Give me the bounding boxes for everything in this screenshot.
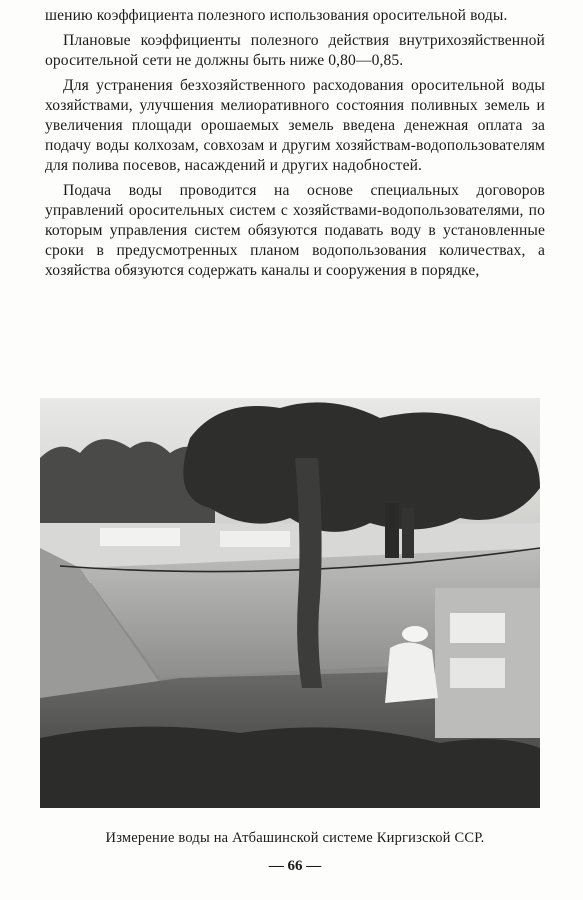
hut-shelf (450, 613, 505, 643)
page-number: — 66 — (268, 858, 322, 874)
hut-shelf-2 (450, 658, 505, 688)
man-body (385, 642, 438, 703)
figure-caption: Измерение воды на Атбашинской системе Киргизской ССР. (105, 830, 485, 846)
standing-person-2 (402, 508, 414, 558)
far-building-2 (220, 531, 290, 547)
paragraph: Плановые коэффициенты полезного действия внутрихозяйственной оросительной сети не должны быть ниже 0,80—0,85. (45, 32, 545, 69)
standing-person (385, 503, 399, 558)
paragraph: Подача воды проводится на основе специальных договоров управлений оросительных систем с хозяйствами-водопользователями, по которым управления систем обязуются подавать воду в установленные сроки в предусмотренных планом водопользования количествах, а хозяйства обязуются содержать каналы и сооружения в порядке, (45, 182, 545, 279)
paragraph: Для устранения безхозяйственного расходования оросительной воды хозяйствами, улучшения мелиоративного состояния поливных земель и увеличения площади орошаемых земель введена денежная оплата за подачу воды колхозам, совхозам и другим хозяйствам-водопользователям для полива посевов, насаждений и других надобностей. (45, 77, 545, 174)
photograph-water-measurement (40, 398, 540, 808)
far-building (100, 528, 180, 546)
man-cap (402, 626, 428, 642)
paragraph-continuation: шению коэффициента полезного использования оросительной воды. (45, 7, 508, 24)
body-text (45, 6, 545, 286)
